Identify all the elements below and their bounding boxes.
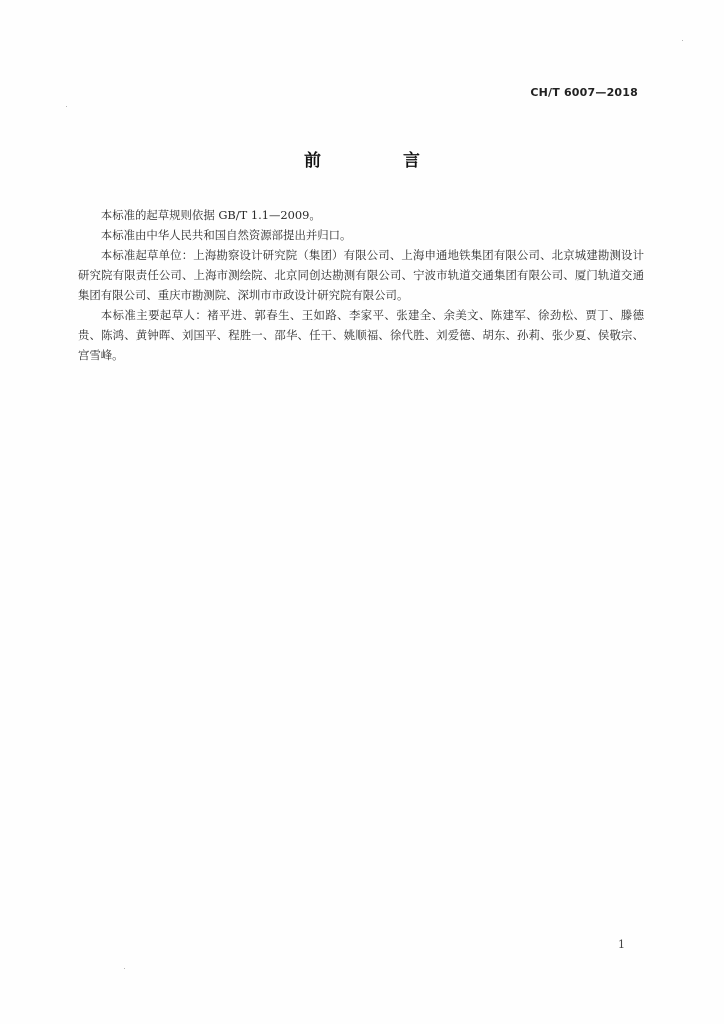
paragraph-proposer: 本标准由中华人民共和国自然资源部提出并归口。 [100, 228, 352, 242]
scan-speck [682, 40, 683, 41]
scan-speck [66, 106, 67, 107]
scan-speck [124, 968, 125, 969]
standard-code: CH/T 6007—2018 [530, 86, 638, 99]
paragraph-drafting-rules: 本标准的起草规则依据 GB/T 1.1—2009。 [100, 208, 321, 222]
page-number: 1 [618, 938, 625, 951]
foreword-body [78, 205, 644, 365]
paragraph-drafters: 本标准主要起草人：褚平进、郭春生、王如路、李家平、张建全、余美文、陈建军、徐劲松、贾丁、滕德贵、陈鸿、黄钟晖、刘国平、程胜一、邵华、任干、姚顺福、徐代胜、刘爱德、胡东、孙莉、张少夏、侯敬宗、宫雪峰。 [78, 308, 644, 362]
section-title: 前 言 [304, 151, 458, 171]
paragraph-drafting-units: 本标准起草单位：上海勘察设计研究院（集团）有限公司、上海申通地铁集团有限公司、北京城建勘测设计研究院有限责任公司、上海市测绘院、北京同创达勘测有限公司、宁波市轨道交通集团有限公司、厦门轨道交通集团有限公司、重庆市勘测院、深圳市市政设计研究院有限公司。 [78, 248, 644, 302]
